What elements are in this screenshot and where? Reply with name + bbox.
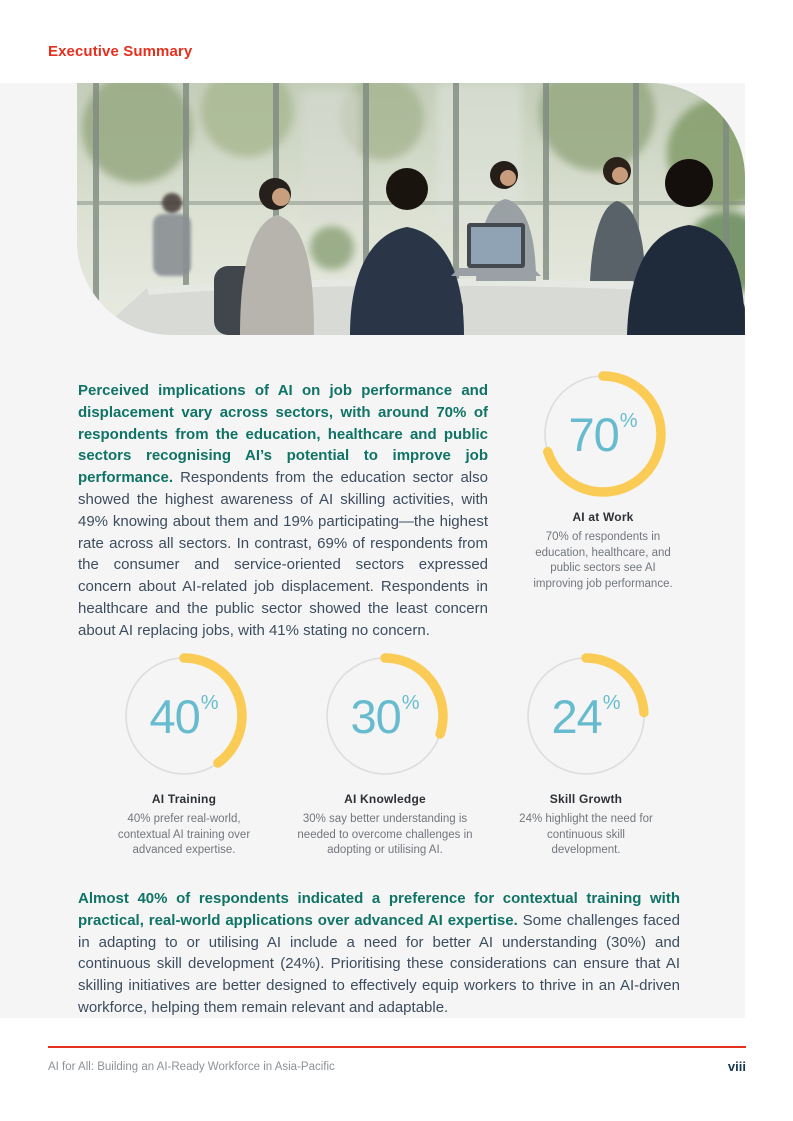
gauge-value: 70 %: [568, 407, 638, 461]
page-number: viii: [727, 1059, 746, 1074]
gauge-ai-knowledge: [290, 653, 480, 859]
intro-body-text: Respondents from the education sector also showed the highest awareness of AI skilling activities, with 49% knowing about them and 19% participating—the highest rate across all sectors. In contrast, 69% of respondents from the consumer and service-oriented sectors expressed concern about AI-related job displacement. Respondents in healthcare and the public sector showed the least concern about AI replacing jobs, with 41% stating no concern.: [78, 469, 488, 639]
gauge-value: 24 %: [551, 689, 621, 743]
gauge-label: Skill Growth: [549, 792, 623, 806]
intro-lead-sentence: Perceived implications of AI on job performance and displacement vary across sectors, with around 70% of respondents from the education, healthcare and public sectors recognising AI’s potential to improve job performance.: [78, 382, 488, 487]
content-panel: [0, 83, 745, 1018]
gauge-ai-at-work: [513, 371, 693, 592]
donut-gauge: [121, 653, 247, 779]
footer-divider: [48, 1046, 746, 1048]
donut-gauge: [523, 653, 649, 779]
hero-photo: [77, 83, 745, 335]
footer-report-title: AI for All: Building an AI-Ready Workforce in Asia-Pacific: [48, 1061, 335, 1073]
office-meeting-illustration: [77, 83, 745, 335]
gauge-label: AI Knowledge: [344, 792, 426, 806]
gauge-description: 30% say better understanding is needed to overcome challenges in adopting or utilising AI.: [297, 813, 473, 856]
donut-gauge: [322, 653, 448, 779]
gauge-value: 40 %: [149, 689, 219, 743]
intro-paragraph: [78, 380, 488, 642]
section-heading: Executive Summary: [48, 43, 193, 60]
gauge-label: AI Training: [151, 792, 217, 806]
gauge-skill-growth: [491, 653, 681, 859]
gauge-label: AI at Work: [572, 510, 634, 524]
gauge-value: 30 %: [350, 689, 420, 743]
closing-body-text: Some challenges faced in adapting to or utilising AI include a need for better AI understanding (30%) and continuous skill development (24%). Prioritising these considerations can ensure that AI skilling initiatives are better designed to effectively equip workers to thrive in an AI-driven workforce, helping them remain relevant and adaptable.: [78, 911, 680, 1016]
closing-paragraph: [78, 888, 680, 1019]
gauge-ai-training: [89, 653, 279, 859]
gauge-description: 70% of respondents in education, healthcare, and public sectors see AI improving job performance.: [533, 531, 673, 590]
donut-gauge: [540, 371, 666, 497]
gauge-description: 24% highlight the need for continuous skill development.: [519, 813, 653, 856]
closing-lead-sentence: Almost 40% of respondents indicated a preference for contextual training with practical, real-world applications over advanced AI expertise.: [78, 890, 680, 929]
gauge-description: 40% prefer real-world, contextual AI training over advanced expertise.: [117, 813, 251, 856]
